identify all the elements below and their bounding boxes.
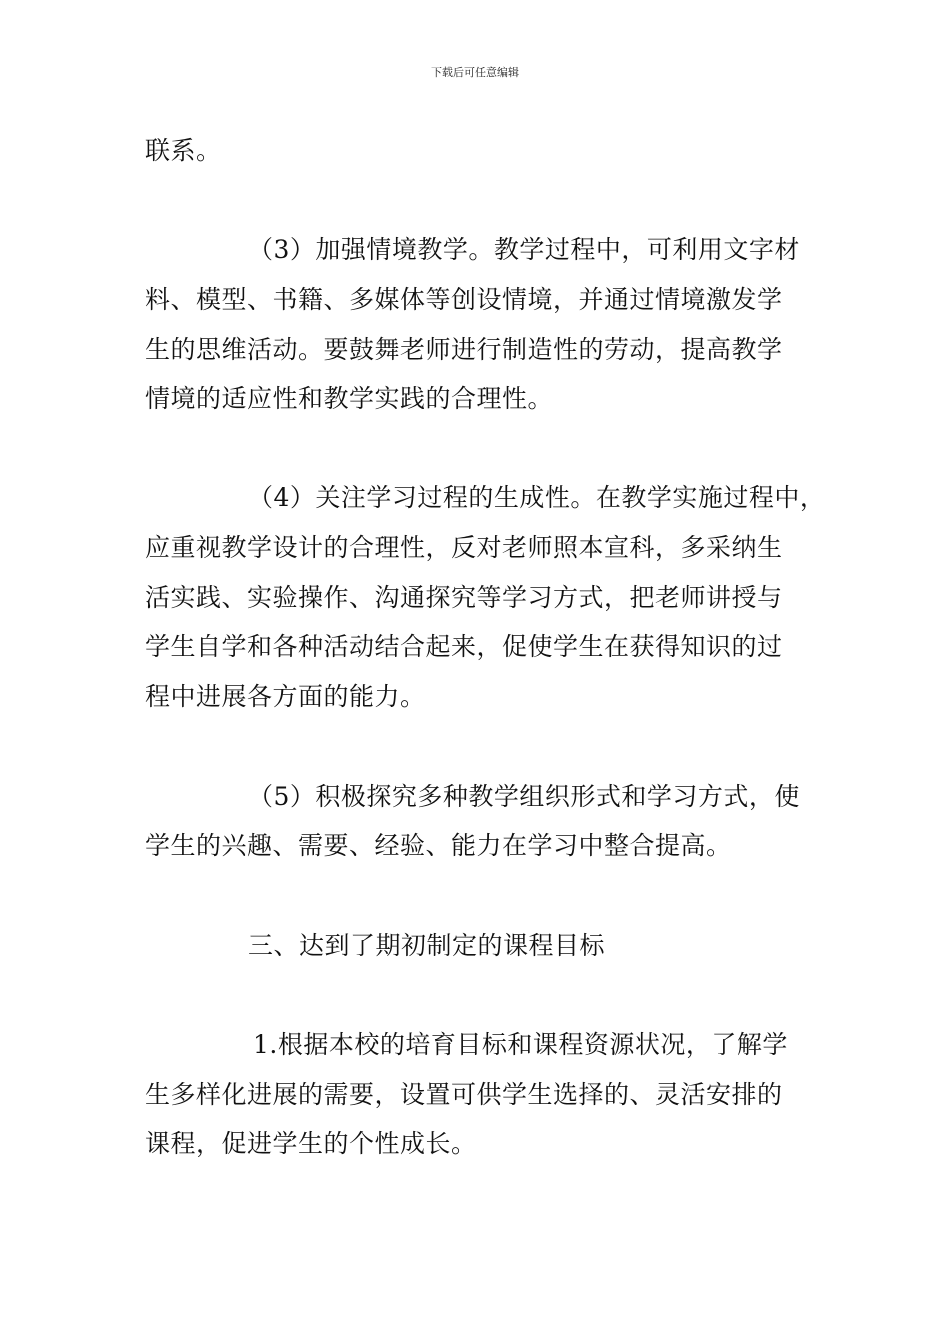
paragraph-line: 联系。 (145, 136, 222, 165)
paragraph-line: （3）加强情境教学。教学过程中，可利用文字材 (248, 235, 800, 264)
paragraph-line: （5）积极探究多种教学组织形式和学习方式，使 (248, 782, 800, 811)
paragraph-line: 料、模型、书籍、多媒体等创设情境，并通过情境激发学 (145, 285, 783, 314)
paragraph-line: 生多样化进展的需要，设置可供学生选择的、灵活安排的 (145, 1080, 783, 1109)
section-heading: 三、达到了期初制定的课程目标 (248, 931, 606, 960)
paragraph-line: 情境的适应性和教学实践的合理性。 (145, 384, 554, 413)
paragraph-line: 应重视教学设计的合理性，反对老师照本宣科，多采纳生 (145, 533, 783, 562)
paragraph-line: 学生的兴趣、需要、经验、能力在学习中整合提高。 (145, 831, 732, 860)
paragraph-line: 程中进展各方面的能力。 (145, 682, 426, 711)
paragraph-line: 活实践、实验操作、沟通探究等学习方式，把老师讲授与 (145, 583, 783, 612)
paragraph-line: 课程，促进学生的个性成长。 (145, 1129, 477, 1158)
paragraph-line: 1.根据本校的培育目标和课程资源状况，了解学 (253, 1030, 788, 1059)
page-header: 下载后可任意编辑 (431, 66, 519, 79)
paragraph-line: 学生自学和各种活动结合起来，促使学生在获得知识的过 (145, 632, 783, 661)
paragraph-line: 生的思维活动。要鼓舞老师进行制造性的劳动，提高教学 (145, 335, 783, 364)
paragraph-line: （4）关注学习过程的生成性。在教学实施过程中， (248, 483, 826, 512)
